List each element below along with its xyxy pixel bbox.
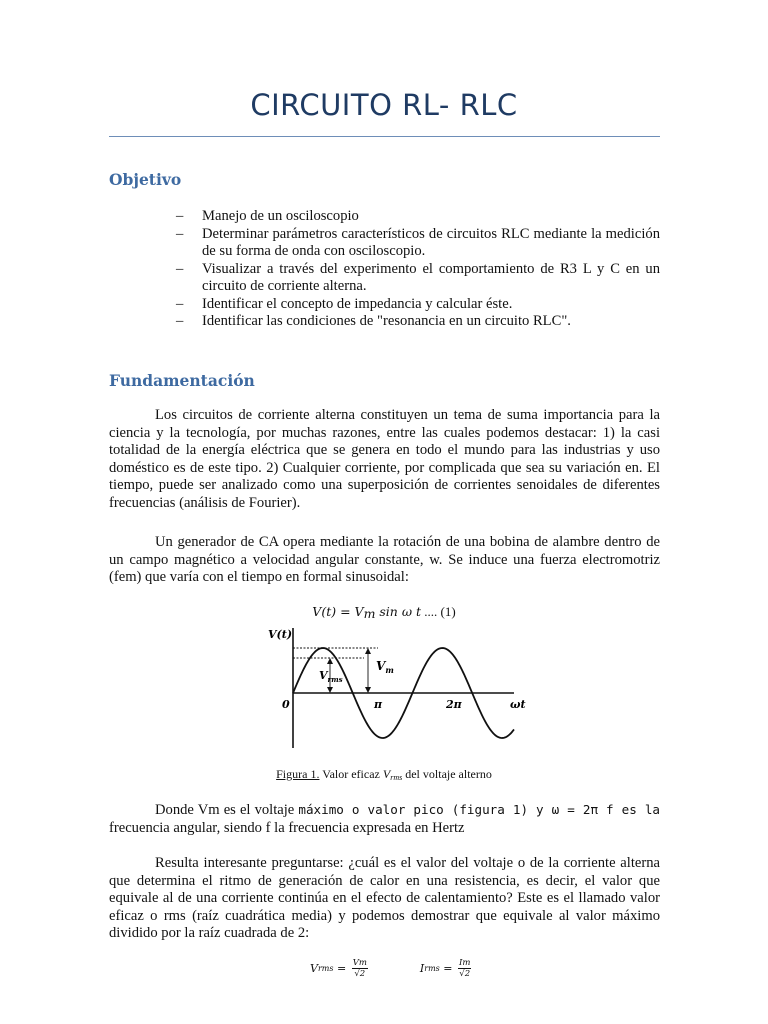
eq2-equals-1: =	[333, 962, 350, 975]
heading-objetivo: Objetivo	[109, 170, 182, 189]
eq2-v-fraction	[352, 958, 368, 979]
vm-sub: m	[385, 665, 394, 675]
title-rule	[109, 136, 660, 137]
vm-label	[376, 659, 394, 675]
vrms-sub: rms	[327, 675, 343, 684]
pi-label: π	[374, 698, 383, 711]
two-pi-label: 2π	[446, 698, 462, 711]
equation-2	[310, 958, 473, 979]
vrms-arrow-head-up	[327, 658, 333, 664]
eq1-lhs: V(t) = V	[312, 604, 364, 619]
vm-letter: V	[376, 659, 386, 673]
caption-text-2: del voltaje alterno	[402, 767, 492, 781]
document-title: CIRCUITO RL- RLC	[250, 88, 518, 122]
sine-wave-figure	[266, 622, 541, 760]
eq1-rhs: sin ω t	[375, 604, 422, 619]
objetivo-item: – Manejo de un osciloscopio	[174, 208, 660, 226]
figure-caption	[0, 767, 768, 782]
paragraph-3-part-b: máximo o valor pico (figura 1) y ω = 2π f es la	[298, 802, 660, 817]
origin-label: 0	[282, 698, 290, 711]
objetivo-item: – Visualizar a través del experimento el comportamiento de R3 L y C en un circuito de corriente alterna.	[174, 261, 660, 296]
paragraph-3	[109, 801, 660, 837]
eq2-v-num: Vm	[352, 958, 367, 968]
vrms-arrow-head-down	[327, 687, 333, 693]
equation-1	[0, 604, 768, 621]
eq1-sub: m	[363, 606, 376, 621]
eq2-i-sub: rms	[424, 964, 440, 973]
objetivo-item: – Identificar las condiciones de "resonancia en un circuito RLC".	[174, 313, 660, 331]
paragraph-3-part-a: Donde Vm es el voltaje	[155, 802, 299, 818]
eq2-v-den: √2	[354, 969, 366, 979]
vm-arrow-head-down	[365, 687, 371, 693]
caption-text-1: Valor eficaz	[319, 767, 383, 781]
caption-label: Figura 1.	[276, 767, 320, 781]
paragraph-2: Un generador de CA opera mediante la rotación de una bobina de alambre dentro de un campo magnético a velocidad angular constante, w. Se induce una fuerza electromotriz (fem) que varía con el tiempo en formal sinusoidal:	[109, 534, 660, 586]
vrms-letter: V	[319, 669, 328, 682]
eq2-i-den: √2	[459, 969, 471, 979]
objetivo-item: – Determinar parámetros característicos de circuitos RLC mediante la medición de su forma de onda con osciloscopio.	[174, 226, 660, 261]
omega-t-label: ωt	[510, 698, 526, 711]
eq2-v-sub: rms	[317, 964, 334, 973]
eq2-equals-2: =	[439, 962, 456, 975]
objetivo-item: – Identificar el concepto de impedancia y calcular éste.	[174, 296, 660, 314]
objetivo-list	[174, 208, 660, 331]
vrms-label	[319, 669, 343, 684]
heading-fundamentacion: Fundamentación	[109, 371, 255, 390]
eq1-tag: .... (1)	[421, 604, 456, 619]
paragraph-3-part-c: frecuencia angular, siendo f la frecuencia expresada en Hertz	[109, 819, 465, 836]
eq2-v: V	[310, 962, 318, 975]
paragraph-1: Los circuitos de corriente alterna constituyen un tema de suma importancia para la ciencia y la tecnología, por muchas razones, entre las cuales podemos destacar: 1) la casi totalidad de la energía eléctrica que se genera en todo el mundo para las industrias y uso doméstico es de este tipo. 2) Cualquier corriente, por complicada que sea su variación en. El tiempo, puede ser analizado como una superposición de corrientes senoidales de diferentes frecuencias (análisis de Fourier).	[109, 407, 660, 511]
caption-v-sub: rms	[390, 773, 403, 782]
eq2-i-fraction	[458, 958, 471, 979]
paragraph-4: Resulta interesante preguntarse: ¿cuál es el valor del voltaje o de la corriente alterna que determina el ritmo de generación de calor en una resistencia, es decir, el valor que equivale al de una corriente continúa en el efecto de calentamiento? Este es el llamado valor eficaz o rms (raíz cuadrática media) y podemos demostrar que equivale al valor máximo dividido por la raíz cuadrada de 2:	[109, 855, 660, 942]
eq2-i: I	[419, 962, 425, 975]
y-axis-label: V(t)	[268, 628, 293, 641]
eq2-i-num: Im	[458, 958, 471, 968]
caption-v: V	[382, 767, 391, 781]
vm-arrow-head-up	[365, 648, 371, 654]
